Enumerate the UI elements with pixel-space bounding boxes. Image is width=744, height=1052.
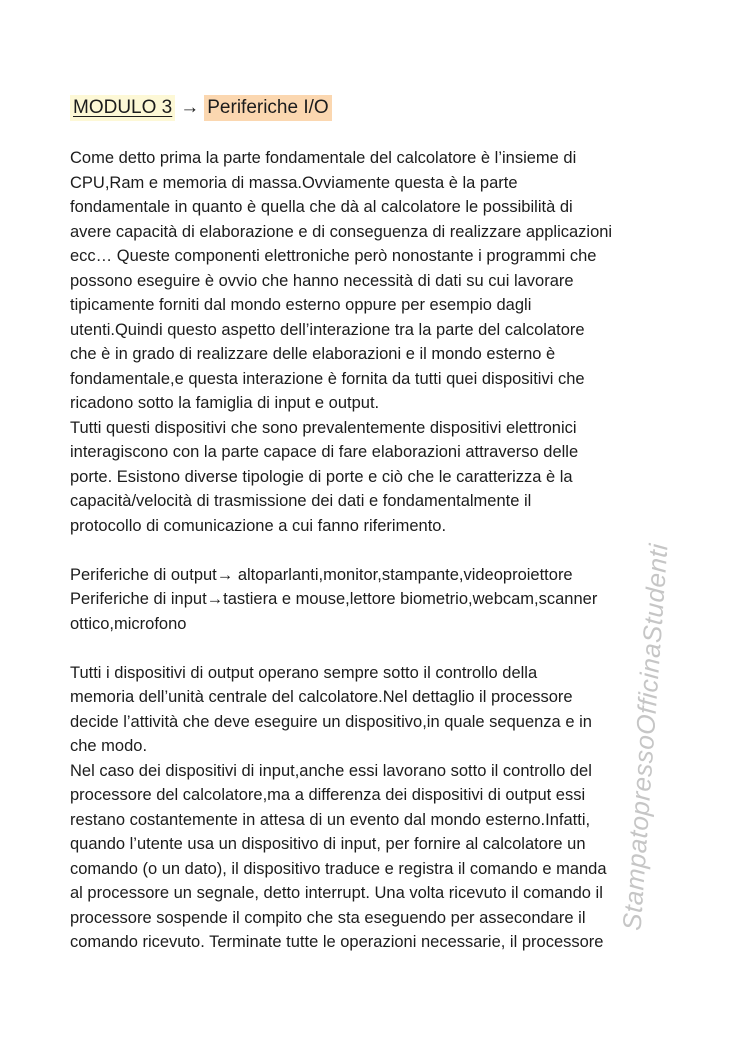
document-page bbox=[70, 95, 670, 955]
module-label: MODULO 3 bbox=[70, 95, 175, 121]
paragraph-peripherals-list: Periferiche di output→ altoparlanti,monitor,stampante,videoproiettore Periferiche di input→tastiera e mouse,lettore biometrio,webcam,scanner ottico,microfono bbox=[70, 565, 598, 633]
watermark: StampatopressoOfficinaStudenti bbox=[616, 542, 674, 932]
arrow-icon: → bbox=[180, 97, 200, 118]
paragraph-intro: Come detto prima la parte fondamentale del calcolatore è l’insieme di CPU,Ram e memoria di massa.Ovviamente questa è la parte fondamentale in quanto è quella che dà al calcolatore le possibilità di avere capacità di elaborazione e di conseguenza di realizzare applicazioni ecc… Queste componenti elettroniche però nonostante i programmi che possono eseguire è ovvio che hanno necessità di dati su cui lavorare tipicamente forniti dal mondo esterno oppure per esempio dagli utenti.Quindi questo aspetto dell’interazione tra la parte del calcolatore che è in grado di realizzare delle elaborazioni e il mondo esterno è fondamentale,e questa interazione è fornita da tutti quei dispositivi che ricadono sotto la famiglia di input e output. Tutti questi dispositivi che sono prevalentemente dispositivi elettronici interagiscono con la parte capace di fare elaborazioni attraverso delle porte. Esistono diverse tipologie di porte e ciò che le caratterizza è la capacità/velocità di trasmissione dei dati e fondamentalmente il protocollo di comunicazione a cui fanno riferimento. bbox=[70, 149, 613, 535]
topic-label: Periferiche I/O bbox=[204, 95, 331, 121]
paragraph-devices-control: Tutti i dispositivi di output operano sempre sotto il controllo della memoria dell’unità centrale del calcolatore.Nel dettaglio il processore decide l’attività che deve eseguire un dispositivo,in quale sequenza e in che modo. Nel caso dei dispositivi di input,anche essi lavorano sotto il controllo del processore del calcolatore,ma a differenza dei dispositivi di output essi restano costantemente in attesa di un evento dal mondo esterno.Infatti, quando l’utente usa un dispositivo di input, per fornire al calcolatore un comando (o un dato), il dispositivo traduce e registra il comando e manda al processore un segnale, detto interrupt. Una volta ricevuto il comando il processore sospende il compito che sta eseguendo per assecondare il comando ricevuto. Terminate tutte le operazioni necessarie, il processore bbox=[70, 663, 607, 951]
page-title bbox=[70, 95, 670, 121]
